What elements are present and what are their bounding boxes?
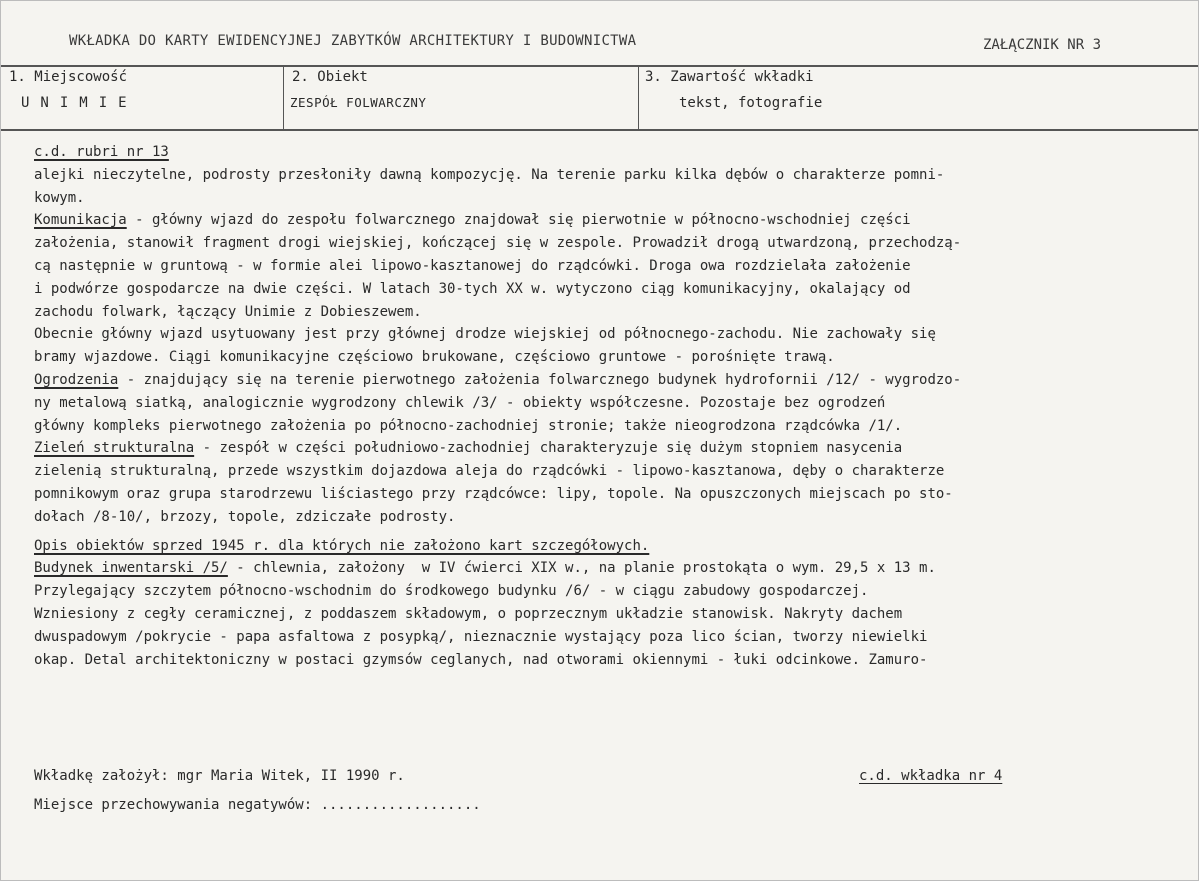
body-line: Wzniesiony z cegły ceramicznej, z poddaszem składowym, o poprzecznym układzie stanowisk. Nakryty dachem bbox=[34, 605, 903, 622]
annex-number: ZAŁĄCZNIK NR 3 bbox=[983, 37, 1102, 53]
object-cell bbox=[284, 67, 639, 129]
body-line: kowym. bbox=[34, 189, 85, 206]
object-value: ZESPÓŁ FOLWARCZNY bbox=[290, 95, 427, 110]
fields-row bbox=[1, 67, 1198, 131]
body-line: Obecnie główny wjazd usytuowany jest przy głównej drodze wiejskiej od północnego-zachodu. Nie zachowały się bbox=[34, 326, 936, 343]
card-title: WKŁADKA DO KARTY EWIDENCYJNEJ ZABYTKÓW ARCHITEKTURY I BUDOWNICTWA bbox=[69, 33, 637, 49]
card-header bbox=[1, 1, 1198, 67]
object-label: 2. Obiekt bbox=[292, 69, 368, 85]
body-line: i podwórze gospodarcze na dwie części. W latach 30-tych XX w. wytyczono ciąg komunikacyjny, okalający od bbox=[34, 280, 911, 297]
body-line: założenia, stanowił fragment drogi wiejskiej, kończącej się w zespole. Prowadził drogą utwardzoną, przechodzą- bbox=[34, 235, 962, 252]
description-body bbox=[34, 141, 1198, 671]
locality-label: 1. Miejscowość bbox=[9, 69, 128, 85]
body-line: Przylegający szczytem północno-wschodnim do środkowego budynku /6/ - w ciągu zabudowy gospodarczej. bbox=[34, 583, 869, 600]
section-heading-greenery: Zieleń strukturalna bbox=[34, 440, 195, 457]
body-line: okap. Detal architektoniczny w postaci gzymsów ceglanych, nad otworami okiennymi - łuki odcinkowe. Zamuro- bbox=[34, 651, 928, 668]
body-line: dołach /8-10/, brzozy, topole, zdziczałe podrosty. bbox=[34, 508, 456, 525]
body-line: bramy wjazdowe. Ciągi komunikacyjne częściowo brukowane, częściowo gruntowe - porośnięte trawą. bbox=[34, 349, 835, 366]
body-line: zachodu folwark, łączący Unimie z Dobieszewem. bbox=[34, 303, 422, 320]
body-line: pomnikowym oraz grupa starodrzewu liściastego przy rządcówce: lipy, topole. Na opuszczonych miejscach po sto- bbox=[34, 485, 953, 502]
contents-cell bbox=[639, 67, 1198, 129]
section-heading-objects: Opis obiektów sprzed 1945 r. dla których nie założono kart szczegółowych. bbox=[34, 537, 650, 554]
locality-cell bbox=[1, 67, 284, 129]
contents-label: 3. Zawartość wkładki bbox=[645, 69, 814, 85]
body-line: ny metalową siatką, analogicznie wygrodzony chlewik /3/ - obiekty współczesne. Pozostaje bez ogrodzeń bbox=[34, 394, 886, 411]
body-line: dwuspadowym /pokrycie - papa asfaltowa z posypką/, nieznacznie wystający poza lico ścian, tworzy niewielki bbox=[34, 628, 928, 645]
body-line: - zespół w części południowo-zachodniej charakteryzuje się dużym stopniem nasycenia bbox=[194, 440, 903, 457]
author-line: Wkładkę założył: mgr Maria Witek, II 1990 r. bbox=[34, 768, 405, 784]
negatives-location: Miejsce przechowywania negatywów: ................... bbox=[34, 797, 481, 813]
body-line: zielenią strukturalną, przede wszystkim dojazdowa aleja do rządcówki - lipowo-kasztanowa, dęby o charakterze bbox=[34, 463, 945, 480]
section-heading-livestock-building: Budynek inwentarski /5/ bbox=[34, 560, 228, 577]
body-line: - chlewnia, założony w IV ćwierci XIX w., na planie prostokąta o wym. 29,5 x 13 m. bbox=[227, 560, 936, 577]
body-line: - znajdujący się na terenie pierwotnego założenia folwarcznego budynek hydrofornii /12/ - wygrodzo- bbox=[118, 371, 962, 388]
continued-reference: c.d. wkładka nr 4 bbox=[859, 768, 1003, 784]
contents-value: tekst, fotografie bbox=[679, 95, 823, 111]
body-line: - główny wjazd do zespołu folwarcznego znajdował się pierwotnie w północno-wschodniej części bbox=[126, 212, 911, 229]
section-heading-fences: Ogrodzenia bbox=[34, 371, 119, 388]
body-line: alejki nieczytelne, podrosty przesłoniły dawną kompozycję. Na terenie parku kilka dębów o charakterze pomni- bbox=[34, 166, 945, 183]
body-line: główny kompleks pierwotnego założenia po północno-zachodniej stronie; także nieogrodzona rządcówka /1/. bbox=[34, 417, 903, 434]
locality-value: UNIMIE bbox=[21, 95, 138, 111]
section-heading-communication: Komunikacja bbox=[34, 212, 127, 229]
continuation-heading: c.d. rubri nr 13 bbox=[34, 144, 169, 160]
body-line: cą następnie w gruntową - w formie alei lipowo-kasztanowej do rządcówki. Droga owa rozdzielała założenie bbox=[34, 257, 911, 274]
